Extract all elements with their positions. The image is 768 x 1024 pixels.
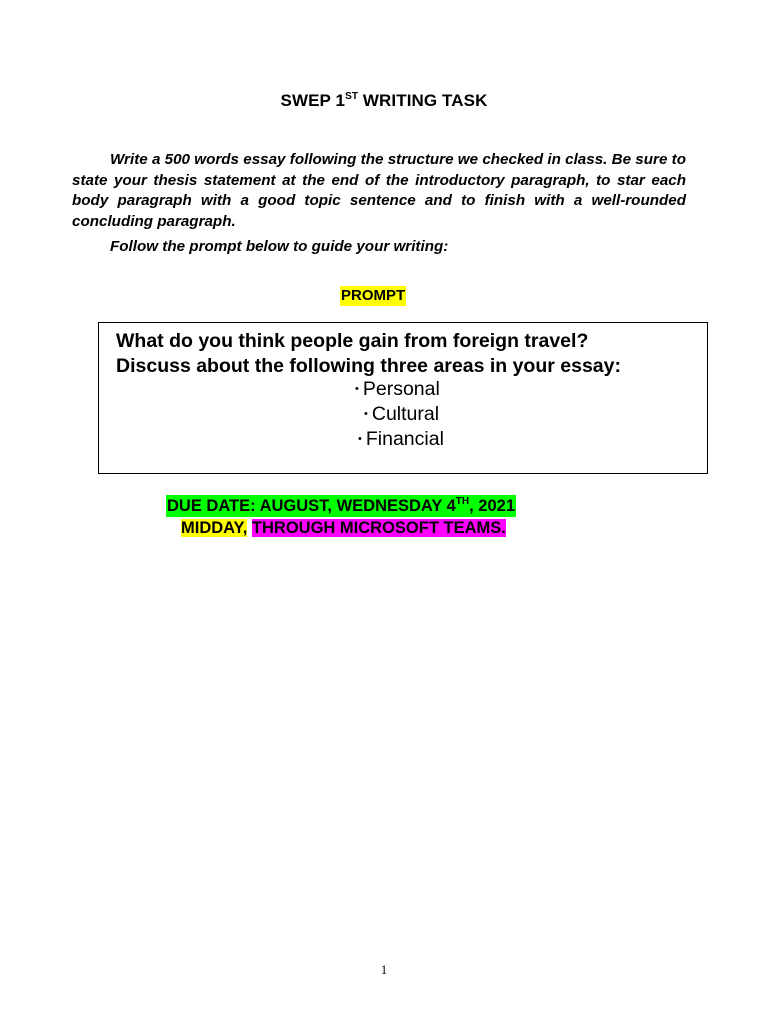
due-date-line — [166, 495, 516, 517]
follow-prompt-text: Follow the prompt below to guide your writing: — [110, 238, 449, 255]
bullet-icon: • — [355, 383, 359, 395]
prompt-box — [98, 322, 708, 474]
title-rest: WRITING TASK — [358, 91, 488, 110]
prompt-question-line-2: Discuss about the following three areas in your essay: — [116, 354, 621, 377]
area-label: Personal — [362, 378, 440, 400]
bullet-icon: • — [364, 408, 368, 420]
bullet-icon: • — [358, 433, 362, 445]
area-label: Financial — [365, 428, 444, 450]
submission-line — [181, 517, 506, 539]
page-title — [0, 91, 768, 111]
area-item-cultural — [99, 402, 709, 427]
areas-list — [99, 377, 709, 452]
midday-text: MIDDAY, — [181, 519, 248, 537]
title-superscript: ST — [345, 91, 359, 102]
microsoft-teams-text: THROUGH MICROSOFT TEAMS. — [251, 519, 506, 537]
prompt-question-line-1: What do you think people gain from foreign travel? — [116, 330, 589, 352]
due-date-main: DUE DATE: AUGUST, WEDNESDAY 4 — [167, 497, 456, 515]
title-main: SWEP 1 — [280, 91, 346, 110]
due-date-superscript: TH — [455, 496, 470, 507]
due-date-year: , 2021 — [469, 497, 516, 515]
area-item-financial — [99, 427, 709, 452]
prompt-label: PROMPT — [341, 287, 406, 304]
instructions-paragraph: Write a 500 words essay following the structure we checked in class. Be sure to state your thesis statement at the end of the introductory paragraph, to star each body paragraph with a good topic sentence and to finish with a well-rounded concluding paragraph. — [72, 151, 686, 230]
page-number: 1 — [380, 962, 388, 977]
area-item-personal — [99, 377, 709, 402]
prompt-question — [116, 329, 621, 378]
area-label: Cultural — [371, 403, 440, 425]
